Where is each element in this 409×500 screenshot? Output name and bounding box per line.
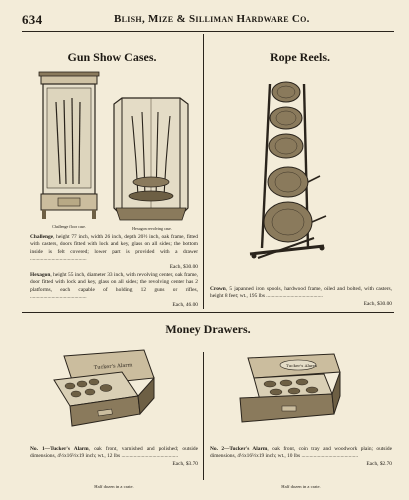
hexagon-description <box>30 272 198 309</box>
drawer-2-text: , oak front, coin tray and woodwork plain; outside dimensions, 4½x16½x19 inch; wt., 10 lbs .......................................... <box>210 446 392 460</box>
page-number: 634 <box>22 12 43 27</box>
drawer-1-label: Tucker's Alarm <box>93 362 133 371</box>
money-drawers-title: Money Drawers. <box>165 322 251 336</box>
challenge-floor-case-image <box>38 72 100 222</box>
drawer-2-label: Tucker's Alarm <box>286 363 317 368</box>
drawer-1-name: No. 1—Tucker's Alarm <box>30 446 89 452</box>
challenge-caption: Challenge floor case. <box>52 224 86 229</box>
column-divider-top <box>203 34 204 309</box>
crown-text: , 5 japanned iron spools, hardwood frame, oiled and bolted, with casters, height 8 feet; wt., 195 lbs .......................................... <box>210 286 392 300</box>
crown-name: Crown <box>210 286 226 292</box>
gun-cases-title: Gun Show Cases. <box>67 50 157 64</box>
drawer-1-note: Half dozen in a crate. <box>94 484 134 489</box>
company-name: Blish, Mize & Silliman Hardware Co. <box>114 13 310 25</box>
drawer-1-description <box>30 446 198 468</box>
hexagon-revolving-case-image <box>112 96 190 224</box>
drawer-1-price: Each, $3.70 <box>172 460 198 467</box>
section-divider <box>22 312 394 313</box>
crown-description <box>210 286 392 308</box>
challenge-text: , height 77 inch, width 26 inch, depth 20½ inch, oak frame, fitted with casters, doors fitted with lock and key, glass on all sides; the bottom inside is felt covered; lower part is provided with a drawer .......................................... <box>30 234 198 263</box>
challenge-name: Challenge <box>30 234 54 240</box>
money-drawer-2-image <box>236 352 342 432</box>
money-drawer-1-image <box>52 348 156 432</box>
hexagon-caption: Hexagon revolving case. <box>132 226 172 231</box>
drawer-2-note: Half dozen in a crate. <box>281 484 321 489</box>
drawer-1-text: , oak front, varnished and polished; outside dimensions, 4½x16½x19 inch; wt., 12 lbs .......................................... <box>30 446 198 460</box>
rope-reels-title: Rope Reels. <box>270 50 330 64</box>
drawer-2-name: No. 2—Tucker's Alarm <box>210 446 268 452</box>
hexagon-text: , height 55 inch, diameter 33 inch, with revolving center, oak frame, door fitted with lock and key, glass on all sides; the revolving center has 2 platforms, each capable of holding 12 guns or rifles, .......................................... <box>30 272 198 301</box>
challenge-description <box>30 234 198 271</box>
hexagon-price: Each, 46.00 <box>172 301 198 308</box>
drawer-2-description <box>210 446 392 468</box>
header-rule <box>22 31 394 32</box>
crown-price: Each, $30.00 <box>363 300 392 307</box>
rope-reel-stand-image <box>248 78 332 262</box>
page-header <box>22 12 392 30</box>
column-divider-bottom <box>203 352 204 480</box>
drawer-2-price: Each, $2.70 <box>366 460 392 467</box>
hexagon-name: Hexagon <box>30 272 51 278</box>
challenge-price: Each, $30.00 <box>169 263 198 270</box>
